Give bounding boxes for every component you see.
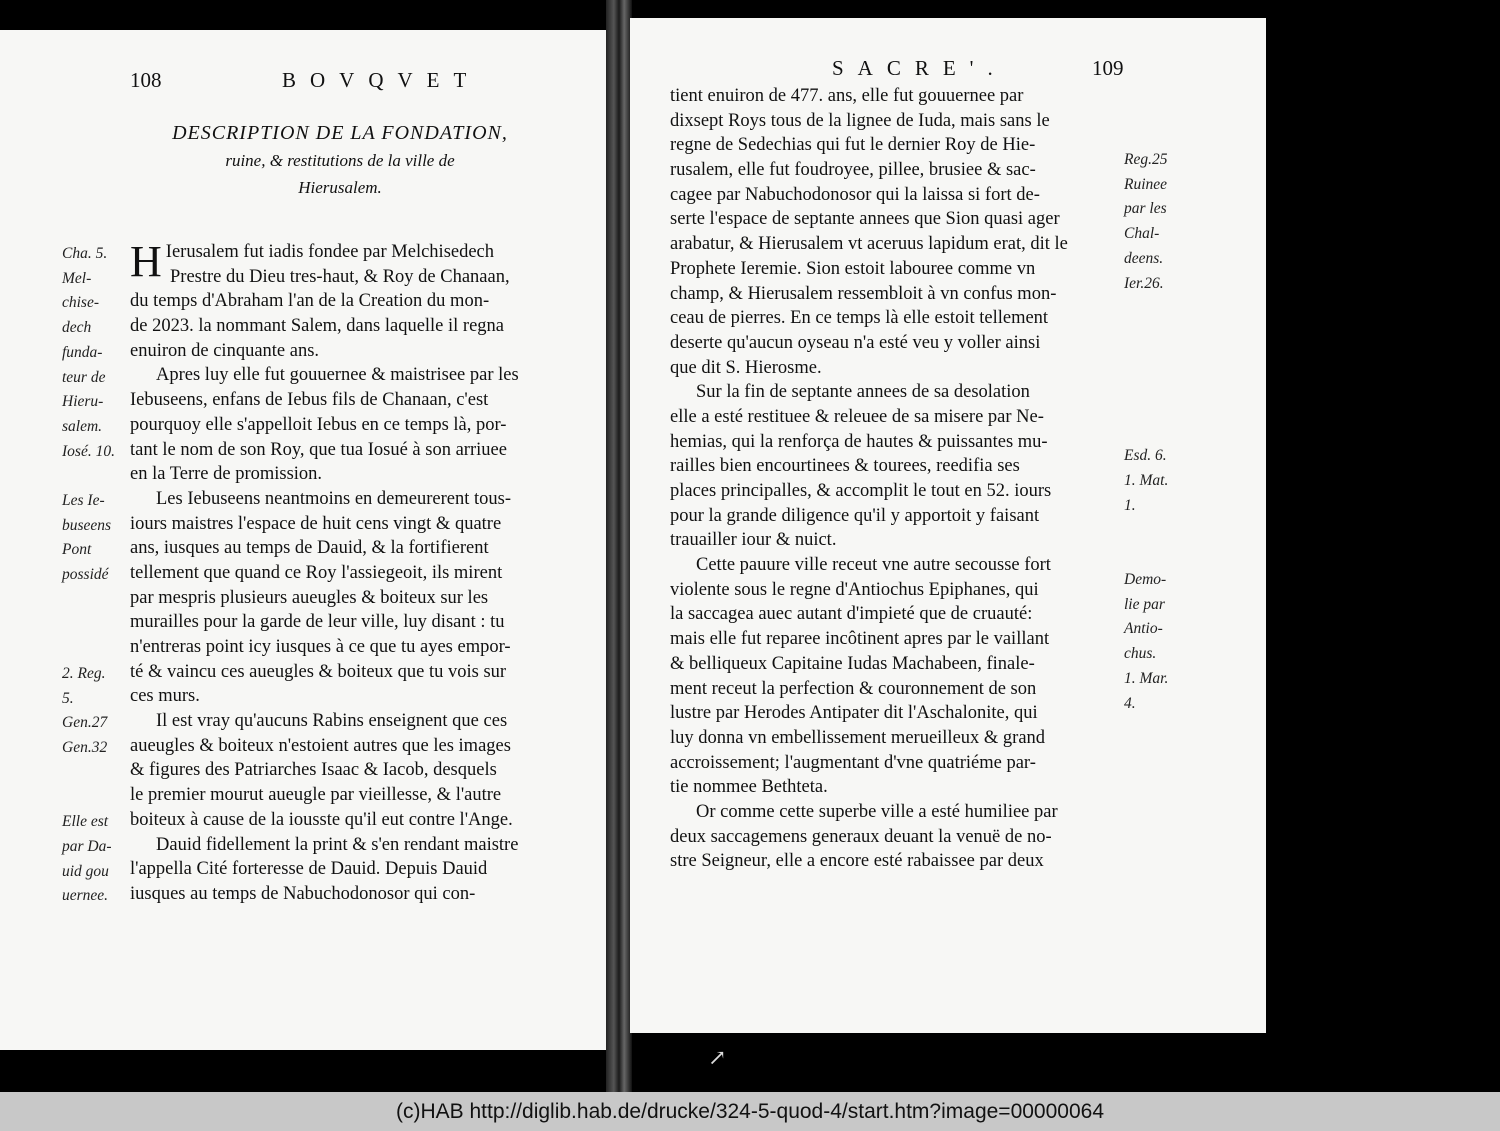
text-line: iours maistres l'espace de huit cens vingt & quatre [130, 513, 502, 534]
text-line: par mespris plusieurs aueugles & boiteux sur les [130, 587, 489, 608]
text-line: ans, iusques au temps de Dauid, & la fortifierent [130, 538, 489, 559]
margin-note: 4. [1124, 694, 1136, 712]
credit-bar [0, 1092, 1500, 1131]
credit-link-text[interactable]: (c)HAB http://diglib.hab.de/drucke/324-5-quod-4/start.htm?image=00000064 [395, 1099, 1104, 1123]
running-head: BOVQVET [282, 68, 481, 92]
text-line: Apres luy elle fut gouuernee & maistrisee par les [156, 365, 519, 386]
text-line: Cette pauure ville receut vne autre secousse fort [696, 555, 1051, 576]
text-line: railles bien encourtinees & tourees, reedifia ses [670, 456, 1020, 477]
running-head: SACRE'. [832, 56, 1007, 80]
margin-note: deens. [1124, 249, 1164, 267]
margin-note: Demo- [1124, 571, 1167, 588]
text-line: luy donna vn embellissement merueilleux & grand [670, 727, 1046, 748]
text-line: rusalem, elle fut foudroyee, pillee, brusiee & sac- [670, 160, 1036, 181]
text-line: aueugles & boiteux n'estoient autres que les images [130, 735, 511, 756]
margin-note: Esd. 6. [1124, 447, 1167, 465]
text-line: lustre par Herodes Antipater dit l'Aschalonite, qui [670, 703, 1038, 724]
left-page [0, 30, 608, 1050]
text-line: pourquoy elle s'appelloit Iebus en ce temps là, por- [130, 414, 507, 435]
text-line: enuiron de cinquante ans. [130, 340, 320, 361]
text-line: violente sous le regne d'Antiochus Epiphanes, qui [670, 579, 1039, 600]
text-line: & belliqueux Capitaine Iudas Machabeen, finale- [670, 653, 1035, 674]
margin-note: Ier.26. [1124, 274, 1164, 292]
margin-note: uid gou [62, 862, 109, 880]
margin-note: lie par [1124, 595, 1165, 613]
text-line: Ierusalem fut iadis fondee par Melchisedech [165, 242, 495, 262]
text-line: de 2023. la nommant Salem, dans laquelle il regna [130, 316, 505, 337]
text-line: la saccagea auec autant d'impieté que de cruauté: [670, 604, 1033, 625]
text-line: ces murs. [130, 686, 200, 707]
margin-note: buseens [62, 516, 112, 534]
text-line: dixsept Roys tous de la lignee de Iuda, mais sans le [670, 110, 1050, 131]
margin-note: chus. [1124, 645, 1157, 663]
margin-note: possidé [62, 566, 109, 584]
margin-note: salem. [62, 417, 103, 435]
text-line: tellement que quand ce Roy l'assiegeoit, ils mirent [130, 562, 503, 583]
margin-note: Iosé. 10. [62, 442, 115, 460]
margin-note: Les Ie- [62, 492, 105, 509]
margin-note: Antio- [1124, 620, 1163, 638]
margin-note: Cha. 5. [62, 245, 108, 262]
margin-note: Chal- [1124, 225, 1160, 243]
title-line: Hierusalem. [298, 178, 382, 197]
text-line: tient enuiron de 477. ans, elle fut gouuernee par [670, 86, 1024, 106]
margin-note: Elle est [62, 813, 109, 831]
title-line: DESCRIPTION DE LA FONDATION, [172, 122, 508, 144]
text-line: Iebuseens, enfans de Iebus fils de Chanaan, c'est [130, 390, 489, 411]
margin-note: Pont [62, 541, 92, 559]
text-line: l'appella Cité forteresse de Dauid. Depuis Dauid [130, 859, 488, 880]
text-line: le premier mourut aueugle par vieillesse, & l'autre [130, 785, 502, 806]
margin-note: uernee. [62, 887, 109, 905]
margin-note: 1. [1124, 496, 1136, 514]
margin-note: dech [62, 319, 92, 337]
right-page [630, 18, 1266, 1033]
text-line: stre Seigneur, elle a encore esté rabaissee par deux [670, 851, 1044, 872]
text-line: Prophete Ieremie. Sion estoit labouree comme vn [670, 258, 1036, 279]
text-line: ceau de pierres. En ce temps là elle estoit tellement [670, 308, 1049, 329]
margin-note: chise- [62, 294, 100, 312]
text-line: accroissement; l'augmentant d'vne quatriéme par- [670, 752, 1036, 773]
margin-note: 1. Mar. [1124, 669, 1169, 687]
text-line: que dit S. Hierosme. [670, 357, 822, 378]
text-line: Les Iebuseens neantmoins en demeurerent tous- [156, 488, 511, 509]
drop-cap: H [130, 237, 162, 286]
text-line: trauailler iour & nuict. [670, 530, 837, 551]
title-line: ruine, & restitutions de la ville de [225, 151, 455, 170]
margin-note: 2. Reg. [62, 665, 106, 682]
text-line: elle a esté restituee & releuee de sa misere par Ne- [670, 406, 1044, 427]
margin-note: Gen.32 [62, 739, 108, 757]
text-line: Sur la fin de septante annees de sa desolation [696, 382, 1030, 403]
text-line: n'entreras point icy iusques à ce que tu ayes empor- [130, 637, 511, 657]
margin-note: Gen.27 [62, 714, 108, 732]
text-line: serte l'espace de septante annees que Sion quasi ager [670, 209, 1060, 230]
margin-note: teur de [62, 368, 106, 386]
text-line: iusques au temps de Nabuchodonosor qui con- [130, 883, 476, 904]
margin-note: funda- [62, 343, 103, 361]
text-line: du temps d'Abraham l'an de la Creation du mon- [130, 291, 490, 312]
margin-note: Ruinee [1124, 175, 1168, 193]
text-line: hemias, qui la renforça de hautes & puissantes mu- [670, 431, 1048, 452]
margin-note: Reg.25 [1124, 151, 1168, 168]
margin-note: par Da- [62, 837, 112, 855]
text-line: Prestre du Dieu tres-haut, & Roy de Chanaan, [170, 266, 510, 287]
text-line: pour la grande diligence qu'il y apportoit y faisant [670, 505, 1040, 526]
text-line: en la Terre de promission. [130, 464, 323, 485]
text-line: murailles pour la garde de leur ville, luy disant : tu [130, 612, 505, 633]
text-line: Il est vray qu'aucuns Rabins enseignent que ces [156, 711, 508, 732]
book-gutter [606, 0, 632, 1092]
text-line: Or comme cette superbe ville a esté humiliee par [696, 801, 1058, 822]
margin-note: 1. Mat. [1124, 472, 1169, 490]
text-line: champ, & Hierusalem ressembloit à vn confus mon- [670, 283, 1057, 304]
margin-note: 5. [62, 689, 74, 707]
chapter-title [60, 120, 620, 201]
text-line: boiteux à cause de la iousste qu'il eut contre l'Ange. [130, 809, 513, 830]
margin-note: par les [1124, 200, 1167, 218]
text-line: & figures des Patriarches Isaac & Iacob, desquels [130, 760, 497, 781]
text-line: tie nommee Bethteta. [670, 777, 828, 798]
text-line: cagee par Nabuchodonosor qui la laissa si fort de- [670, 184, 1040, 205]
margin-note: Mel- [62, 269, 92, 287]
margin-note: Hieru- [62, 393, 104, 411]
body-text [670, 84, 1068, 874]
text-line: regne de Sedechias qui fut le dernier Roy de Hie- [670, 135, 1036, 156]
text-line: té & vaincu ces aueugles & boiteux que tu vois sur [130, 661, 507, 682]
text-line: mais elle fut reparee incôtinent apres par le vaillant [670, 629, 1050, 650]
body-text [130, 237, 519, 907]
page-number: 109 [1092, 56, 1124, 80]
text-line: ment receut la perfection & couronnement de son [670, 678, 1037, 699]
page-number: 108 [130, 68, 162, 92]
text-line: Dauid fidellement la print & s'en rendant maistre [156, 834, 519, 855]
text-line: tant le nom de son Roy, que tua Iosué à son arriuee [130, 439, 507, 460]
text-line: places principalles, & accomplit le tout en 52. iours [670, 481, 1052, 501]
scan-artifact-mark: ↗ [708, 1046, 727, 1071]
text-line: arabatur, & Hierusalem vt aceruus lapidum erat, dit le [670, 234, 1068, 255]
text-line: deux saccagemens generaux deuant la venuë de no- [670, 826, 1052, 847]
text-line: deserte qu'aucun oyseau n'a esté veu y voller ainsi [670, 332, 1041, 353]
